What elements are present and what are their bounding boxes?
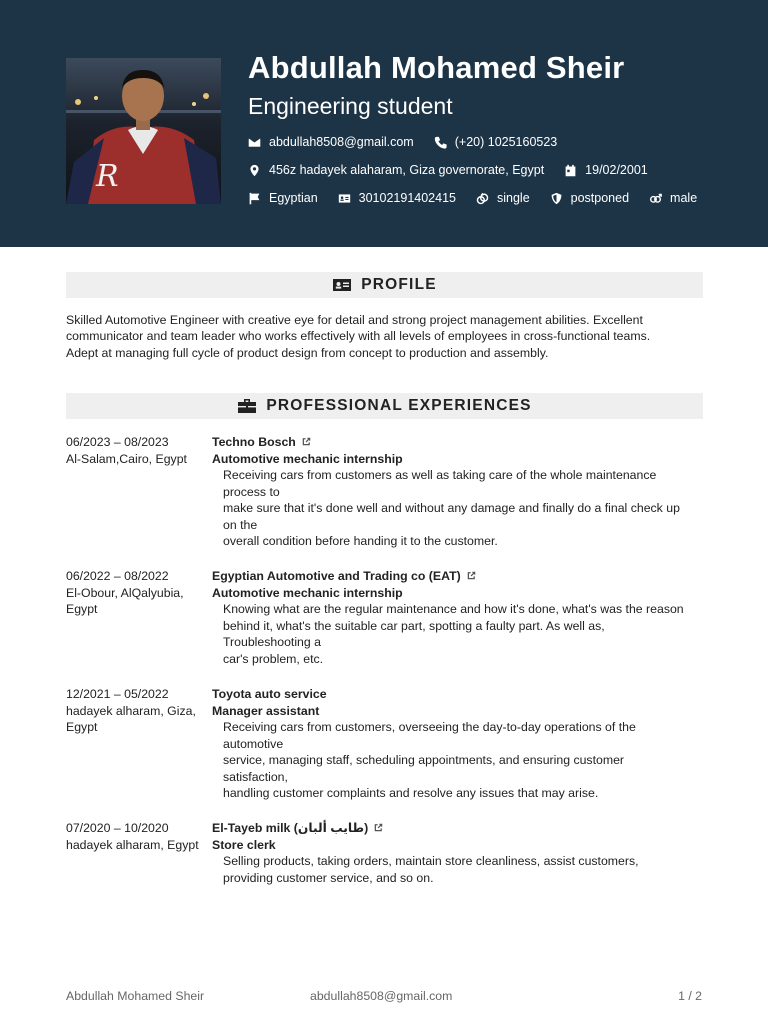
company-link — [212, 686, 704, 703]
experience-meta — [66, 686, 206, 736]
experience-details — [212, 434, 704, 550]
experience-dates: 12/2021 – 05/2022 — [66, 687, 169, 701]
experience-description — [212, 467, 704, 550]
location-pin-icon — [248, 164, 261, 177]
experience-meta — [66, 820, 206, 853]
id-card-icon — [332, 277, 352, 293]
experience-dates: 07/2020 – 10/2020 — [66, 821, 169, 835]
page-number: 1 / 2 — [678, 989, 702, 1003]
description-line: service, managing staff, scheduling appointments, and ensuring customer — [223, 753, 625, 767]
experience-section-title: PROFESSIONAL EXPERIENCES — [266, 397, 532, 414]
id-card-icon — [338, 192, 351, 205]
birthdate-text: 19/02/2001 — [585, 163, 648, 177]
experience-dates: 06/2022 – 08/2022 — [66, 569, 169, 583]
footer-name: Abdullah Mohamed Sheir — [66, 989, 205, 1003]
description-line: Knowing what are the regular maintenance and how it's done, what's was the reason — [223, 602, 684, 616]
company-name: El-Tayeb milk (طايب ألبان) — [212, 821, 369, 835]
description-line: Receiving cars from customers as well as taking care of the whole maintenance — [223, 468, 657, 482]
birthdate-item — [564, 163, 648, 177]
profile-line: communicator and team leader who works effectively with all levels of employees in cross-functional teams. — [66, 329, 651, 344]
shield-icon — [550, 192, 563, 205]
external-link-icon[interactable] — [302, 437, 312, 447]
envelope-icon — [248, 136, 261, 149]
description-line: overall condition before handing it to the customer. — [223, 534, 498, 548]
profile-photo — [66, 58, 221, 204]
address-text: 456z hadayek alaharam, Giza governorate, Egypt — [269, 163, 545, 177]
description-line: Troubleshooting a — [223, 635, 321, 649]
experience-meta — [66, 434, 206, 467]
contact-row-3 — [248, 191, 717, 205]
profile-section-header — [66, 272, 703, 298]
description-line: make sure that it's done well and without any damage and finally do a final check up — [223, 501, 680, 515]
contact-row-2 — [248, 163, 668, 177]
description-line: satisfaction, — [223, 769, 288, 784]
experience-meta — [66, 568, 206, 618]
national-id-item — [338, 191, 456, 205]
company-link[interactable] — [212, 434, 704, 451]
gender-icon — [649, 192, 662, 205]
gender-text: male — [670, 191, 698, 205]
experience-location: El-Obour, AlQalyubia, Egypt — [66, 585, 184, 616]
footer-email: abdullah8508@gmail.com — [310, 989, 453, 1003]
phone-text: (+20) 1025160523 — [454, 135, 558, 149]
profile-section-title: PROFILE — [361, 276, 437, 293]
description-line: process to — [223, 484, 280, 499]
national-id-text: 30102191402415 — [358, 191, 456, 205]
military-status-text: postponed — [570, 191, 630, 205]
experience-location: hadayek alharam, Egypt — [66, 837, 199, 852]
company-name: Techno Bosch — [212, 435, 296, 449]
marital-status-item — [476, 191, 530, 205]
phone-item[interactable] — [434, 135, 558, 149]
profile-line: Skilled Automotive Engineer with creative eye for detail and strong project management abilities. Excellent — [66, 313, 643, 327]
description-line: Receiving cars from customers, overseeing the day-to-day operations of the — [223, 720, 636, 734]
address-item — [248, 163, 544, 177]
header-banner — [0, 0, 768, 247]
profile-line: Adept at managing full cycle of product design from concept to production and assembly. — [66, 345, 549, 360]
position-title: Automotive mechanic internship — [212, 585, 403, 600]
description-line: on the — [223, 517, 258, 532]
profile-summary — [66, 312, 706, 361]
description-line: car's problem, etc. — [223, 651, 324, 666]
rings-icon — [476, 192, 489, 205]
description-line: providing customer service, and so on. — [223, 870, 434, 885]
company-name: Egyptian Automotive and Trading co (EAT) — [212, 569, 461, 583]
svg-text:R: R — [96, 159, 119, 194]
experience-description — [212, 853, 704, 886]
experience-section-header — [66, 393, 703, 419]
candidate-role: Engineering student — [248, 93, 453, 119]
contact-row-1 — [248, 135, 577, 149]
description-line: Selling products, taking orders, maintain store cleanliness, assist customers, — [223, 854, 639, 868]
nationality-text: Egyptian — [269, 191, 318, 205]
company-name: Toyota auto service — [212, 687, 327, 701]
company-link[interactable] — [212, 820, 704, 837]
experience-details — [212, 686, 704, 802]
experience-dates: 06/2023 – 08/2023 — [66, 435, 169, 449]
experience-description — [212, 601, 704, 667]
experience-details — [212, 820, 704, 886]
external-link-icon[interactable] — [374, 823, 384, 833]
description-line: automotive — [223, 736, 284, 751]
description-line: handling customer complaints and resolve any issues that may arise. — [223, 786, 599, 800]
candidate-name: Abdullah Mohamed Sheir — [248, 50, 625, 85]
email-text: abdullah8508@gmail.com — [269, 135, 414, 149]
external-link-icon[interactable] — [467, 571, 477, 581]
phone-icon — [434, 136, 447, 149]
email-item[interactable] — [248, 135, 414, 149]
experience-details — [212, 568, 704, 667]
experience-location: hadayek alharam, Giza, Egypt — [66, 703, 196, 734]
company-link[interactable] — [212, 568, 704, 585]
flag-icon — [248, 192, 261, 205]
position-title: Manager assistant — [212, 703, 320, 718]
position-title: Automotive mechanic internship — [212, 451, 403, 466]
calendar-icon — [564, 164, 577, 177]
briefcase-icon — [237, 398, 257, 414]
military-status-item — [550, 191, 629, 205]
gender-item — [649, 191, 697, 205]
marital-status-text: single — [496, 191, 530, 205]
experience-location: Al-Salam,Cairo, Egypt — [66, 451, 187, 466]
experience-description — [212, 719, 704, 802]
nationality-item — [248, 191, 318, 205]
position-title: Store clerk — [212, 837, 276, 852]
description-line: behind it, what's the suitable car part, spotting a faulty part. As well as, — [223, 618, 605, 633]
